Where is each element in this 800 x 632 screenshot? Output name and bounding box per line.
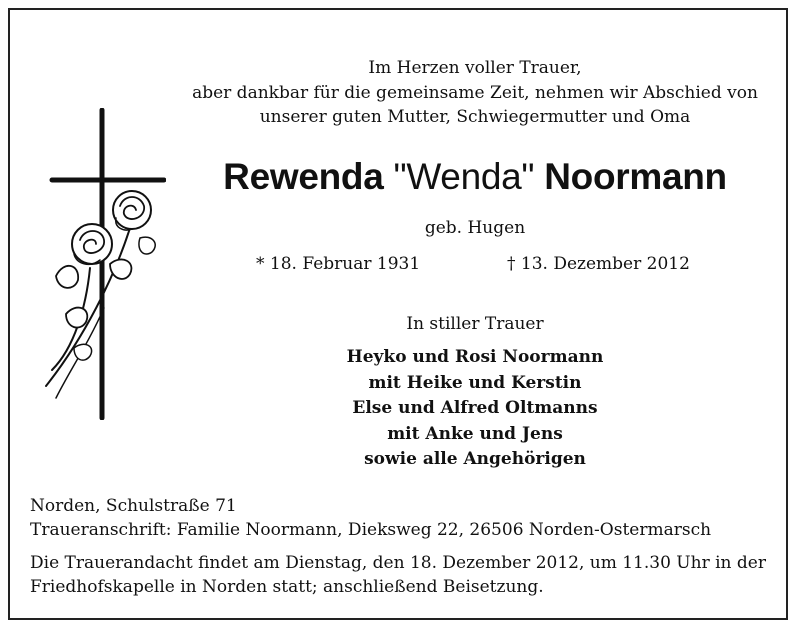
ceremony-line: Friedhofskapelle in Norden statt; anschließend Beisetzung. [30, 577, 544, 597]
nickname: "Wenda" [393, 156, 535, 197]
address-line: Norden, Schulstraße 71 [30, 496, 237, 516]
intro-line: Im Herzen voller Trauer, [368, 58, 582, 78]
intro-line: unserer guten Mutter, Schwiegermutter und Oma [259, 107, 691, 127]
family-member: mit Heike und Kerstin [368, 372, 582, 393]
mourning-line: In stiller Trauer [406, 314, 544, 334]
deceased-name [170, 152, 780, 202]
family-member: Heyko und Rosi Noormann [346, 347, 604, 367]
address-block [30, 494, 770, 542]
family-member: Else und Alfred Oltmanns [352, 398, 598, 418]
address-line: Traueranschrift: Familie Noormann, Dieksweg 22, 26506 Norden-Ostermarsch [30, 520, 712, 540]
family-member: sowie alle Angehörigen [364, 449, 586, 469]
ceremony-line: Die Trauerandacht findet am Dienstag, den 18. Dezember 2012, um 11.30 Uhr in der [30, 553, 766, 573]
intro-line: aber dankbar für die gemeinsame Zeit, nehmen wir Abschied von [192, 82, 758, 103]
birth-date: * 18. Februar 1931 [256, 254, 421, 274]
last-name: Noormann [544, 156, 727, 197]
family-list [170, 345, 780, 473]
intro-text [170, 56, 780, 130]
cross-with-roses-icon [44, 108, 166, 420]
birth-name: geb. Hugen [424, 218, 526, 238]
death-date: † 13. Dezember 2012 [507, 254, 690, 274]
first-name: Rewenda [223, 156, 384, 197]
family-member: mit Anke und Jens [387, 423, 563, 444]
ceremony-info [30, 551, 770, 599]
